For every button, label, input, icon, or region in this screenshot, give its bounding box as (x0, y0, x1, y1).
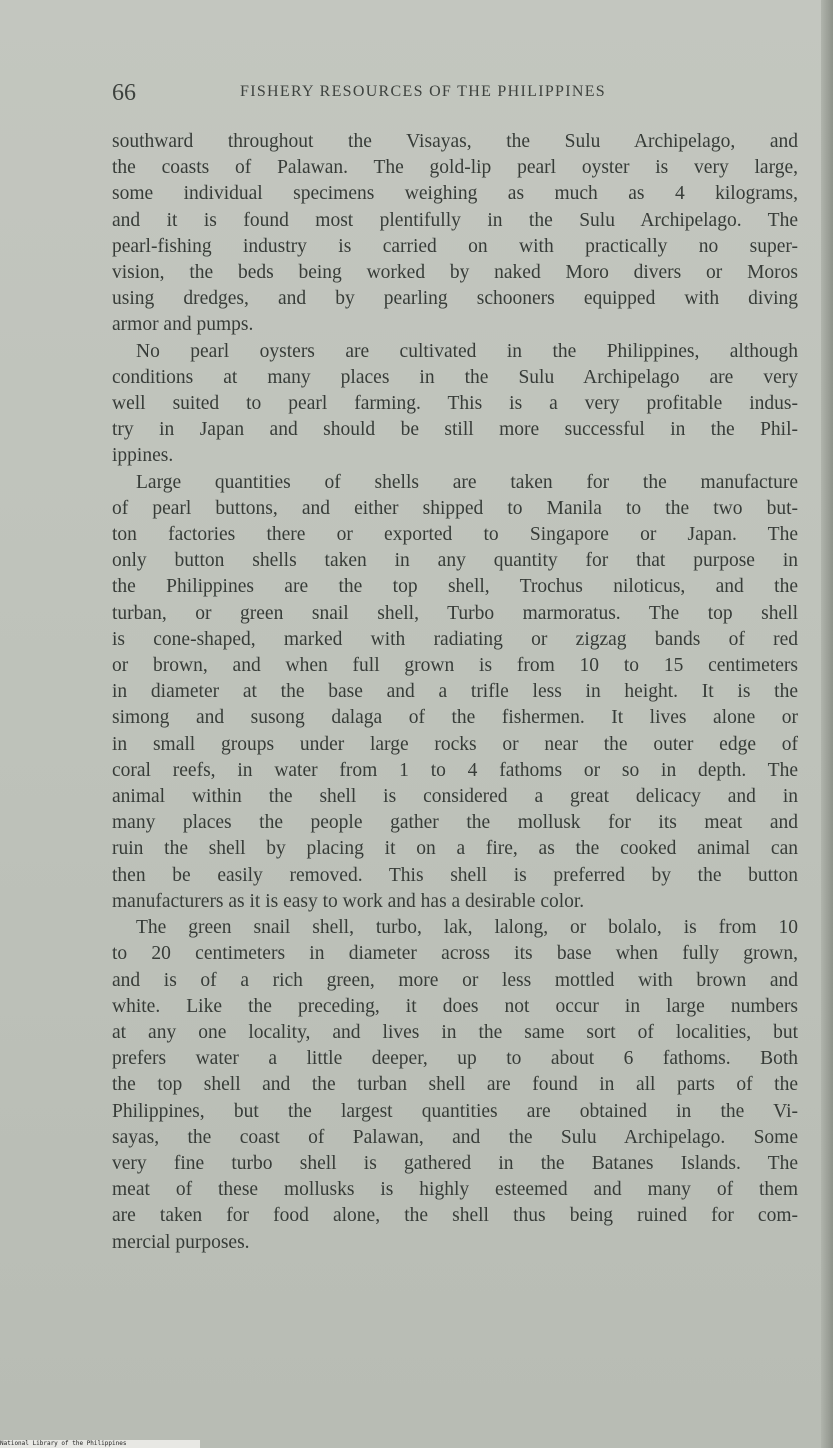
text-line: the coasts of Palawan. The gold-lip pearl oyster is very large, (112, 157, 798, 179)
text-line: mercial purposes. (112, 1231, 250, 1253)
page-header (112, 80, 812, 110)
text-line: in diameter at the base and a trifle less in height. It is the (112, 681, 798, 703)
text-line: coral reefs, in water from 1 to 4 fathoms or so in depth. The (112, 759, 798, 781)
paragraph-4 (112, 915, 798, 1256)
paragraph-3 (112, 470, 798, 915)
text-line: then be easily removed. This shell is preferred by the button (112, 864, 798, 886)
page-edge-shadow (821, 0, 833, 1448)
paragraph-2 (112, 339, 798, 470)
text-line: is cone-shaped, marked with radiating or zigzag bands of red (112, 628, 798, 650)
text-line: try in Japan and should be still more successful in the Phil- (112, 419, 798, 441)
text-line: at any one locality, and lives in the same sort of localities, but (112, 1021, 798, 1043)
text-line: animal within the shell is considered a great delicacy and in (112, 786, 798, 808)
text-line: many places the people gather the mollusk for its meat and (112, 812, 798, 834)
text-line: using dredges, and by pearling schooners equipped with diving (112, 288, 798, 310)
text-line: ippines. (112, 445, 174, 467)
text-line: very fine turbo shell is gathered in the Batanes Islands. The (112, 1152, 798, 1174)
text-line: prefers water a little deeper, up to about 6 fathoms. Both (112, 1048, 798, 1070)
text-line: southward throughout the Visayas, the Sulu Archipelago, and (112, 131, 798, 152)
text-line: ton factories there or exported to Singapore or Japan. The (112, 524, 798, 546)
text-line: turban, or green snail shell, Turbo marmoratus. The top shell (112, 602, 798, 624)
text-line: meat of these mollusks is highly esteemed and many of them (112, 1179, 798, 1201)
text-line: ruin the shell by placing it on a fire, as the cooked animal can (112, 838, 798, 860)
text-line: manufacturers as it is easy to work and has a desirable color. (112, 890, 585, 912)
text-line: white. Like the preceding, it does not occur in large numbers (112, 995, 798, 1017)
text-line: of pearl buttons, and either shipped to Manila to the two but- (112, 497, 798, 519)
text-line: armor and pumps. (112, 314, 254, 336)
text-line: in small groups under large rocks or near the outer edge of (112, 733, 798, 755)
text-line: well suited to pearl farming. This is a very profitable indus- (112, 393, 798, 415)
library-credit: National Library of the Philippines (0, 1440, 200, 1448)
text-line: Large quantities of shells are taken for the manufacture (136, 471, 798, 493)
text-line: some individual specimens weighing as much as 4 kilograms, (112, 183, 798, 205)
text-line: The green snail shell, turbo, lak, lalong, or bolalo, is from 10 (136, 917, 798, 939)
text-line: or brown, and when full grown is from 10 to 15 centimeters (112, 655, 798, 677)
text-line: vision, the beds being worked by naked Moro divers or Moros (112, 262, 798, 284)
text-line: the top shell and the turban shell are found in all parts of the (112, 1074, 798, 1096)
running-head: FISHERY RESOURCES OF THE PHILIPPINES (240, 83, 606, 100)
text-line: No pearl oysters are cultivated in the Philippines, although (136, 340, 798, 362)
text-line: conditions at many places in the Sulu Archipelago are very (112, 366, 798, 388)
text-line: and it is found most plentifully in the Sulu Archipelago. The (112, 209, 798, 231)
text-line: to 20 centimeters in diameter across its base when fully grown, (112, 943, 798, 965)
text-line: only button shells taken in any quantity for that purpose in (112, 550, 798, 572)
text-line: pearl-fishing industry is carried on with practically no super- (112, 235, 798, 257)
text-line: sayas, the coast of Palawan, and the Sulu Archipelago. Some (112, 1126, 798, 1148)
page-number: 66 (112, 80, 136, 106)
paragraph-1 (112, 129, 798, 339)
text-line: Philippines, but the largest quantities are obtained in the Vi- (112, 1100, 798, 1122)
text-line: simong and susong dalaga of the fishermen. It lives alone or (112, 707, 798, 729)
text-line: and is of a rich green, more or less mottled with brown and (112, 969, 798, 991)
text-line: are taken for food alone, the shell thus being ruined for com- (112, 1205, 798, 1227)
text-line: the Philippines are the top shell, Trochus niloticus, and the (112, 576, 798, 598)
body-text (112, 129, 798, 1256)
